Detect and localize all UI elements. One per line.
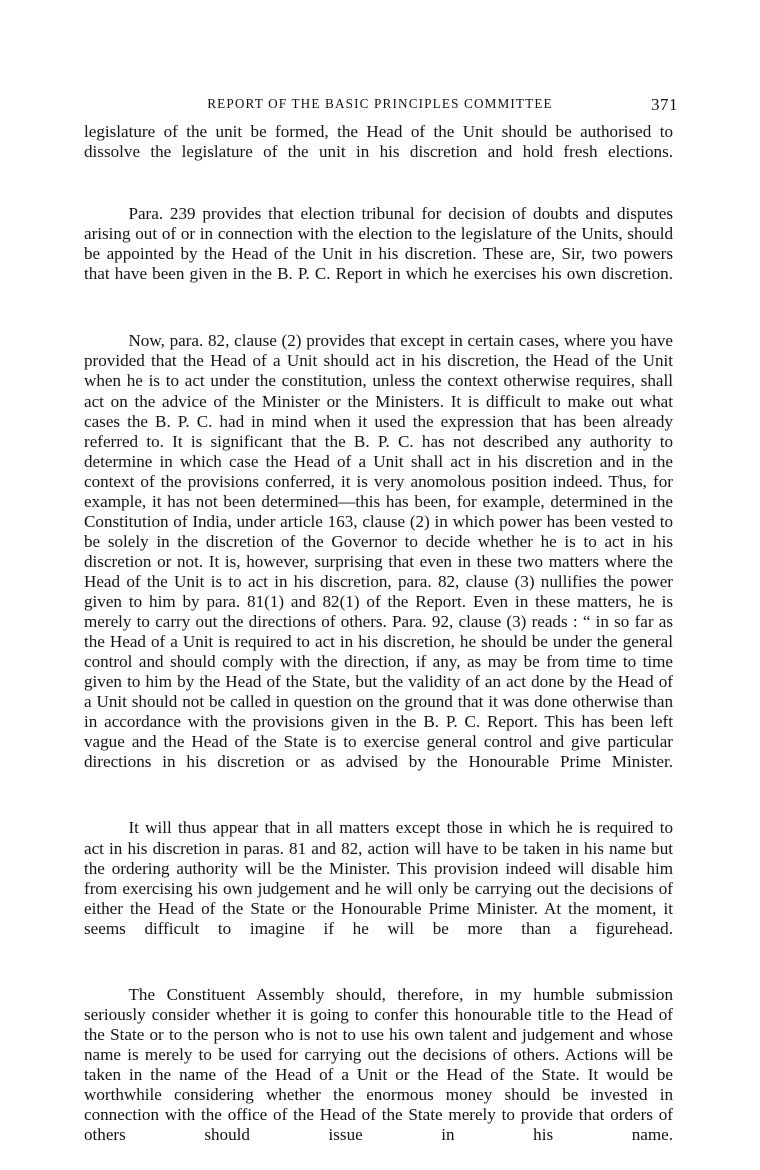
paragraph-4: It will thus appear that in all matters except those in which he is required to act in his discretion in paras. 81 and 82, action will have to be taken in his name but the ordering authority will be the Minister. This provision indeed will disable him from exercising his own judgement and he will only be carrying out the decisions of either the Head of the State or the Honourable Prime Minister. At the moment, it seems difficult to imagine if he will be more than a figurehead. [84, 818, 673, 938]
paragraph-2: Para. 239 provides that election tribunal for decision of doubts and disputes arising out of or in connection with the election to the legislature of the Units, should be appointed by the Head of the Unit in his discretion. These are, Sir, two powers that have been given in the B. P. C. Report in which he exercises his own discretion. [84, 204, 673, 284]
running-head [84, 96, 676, 118]
page-number: 371 [651, 95, 678, 114]
page-title: REPORT OF THE BASIC PRINCIPLES COMMITTEE [207, 96, 553, 111]
body-text [84, 122, 673, 1165]
paragraph-5: The Constituent Assembly should, therefore, in my humble submission seriously consider whether it is going to confer this honourable title to the Head of the State or to the person who is not to use his own talent and judgement and whose name is merely to be used for carrying out the decisions of others. Actions will be taken in the name of the Head of a Unit or the Head of the State. It would be worthwhile considering whether the enormous money should be invested in connection with the office of the Head of the State merely to provide that orders of others should issue in his name. [84, 984, 673, 1145]
paragraph-3: Now, para. 82, clause (2) provides that except in certain cases, where you have provided that the Head of a Unit should act in his discretion, the Head of the Unit when he is to act under the constitution, unless the context otherwise requires, shall act on the advice of the Minister or the Ministers. It is difficult to make out what cases the B. P. C. had in mind when it used the expression that has been already referred to. It is significant that the B. P. C. has not described any authority to determine in which case the Head of a Unit shall act in his discretion and in the context of the provisions conferred, it is very anomolous position indeed. Thus, for example, it has not been determined—this has been, for example, determined in the Constitution of India, under article 163, clause (2) in which power has been vested to be solely in the discretion of the Governor to decide whether he is to act in his discretion or not. It is, however, surprising that even in these two matters where the Head of the Unit is to act in his discretion, para. 82, clause (3) nullifies the power given to him by para. 81(1) and 82(1) of the Report. Even in these matters, he is merely to carry out the directions of others. Para. 92, clause (3) reads : “ in so far as the Head of a Unit is required to act in his discretion, he should be under the general control and should comply with the direction, if any, as may be from time to time given to him by the Head of the State, but the validity of an act done by the Head of a Unit should not be called in question on the ground that it was done otherwise than in accordance with the provisions given in the B. P. C. Report. This has been left vague and the Head of the State is to exercise general control and give particular directions in his discretion or as advised by the Honourable Prime Minister. [84, 331, 673, 772]
paragraph-1: legislature of the unit be formed, the Head of the Unit should be authorised to dissolve the legislature of the unit in his discretion and hold fresh elections. [84, 122, 673, 162]
